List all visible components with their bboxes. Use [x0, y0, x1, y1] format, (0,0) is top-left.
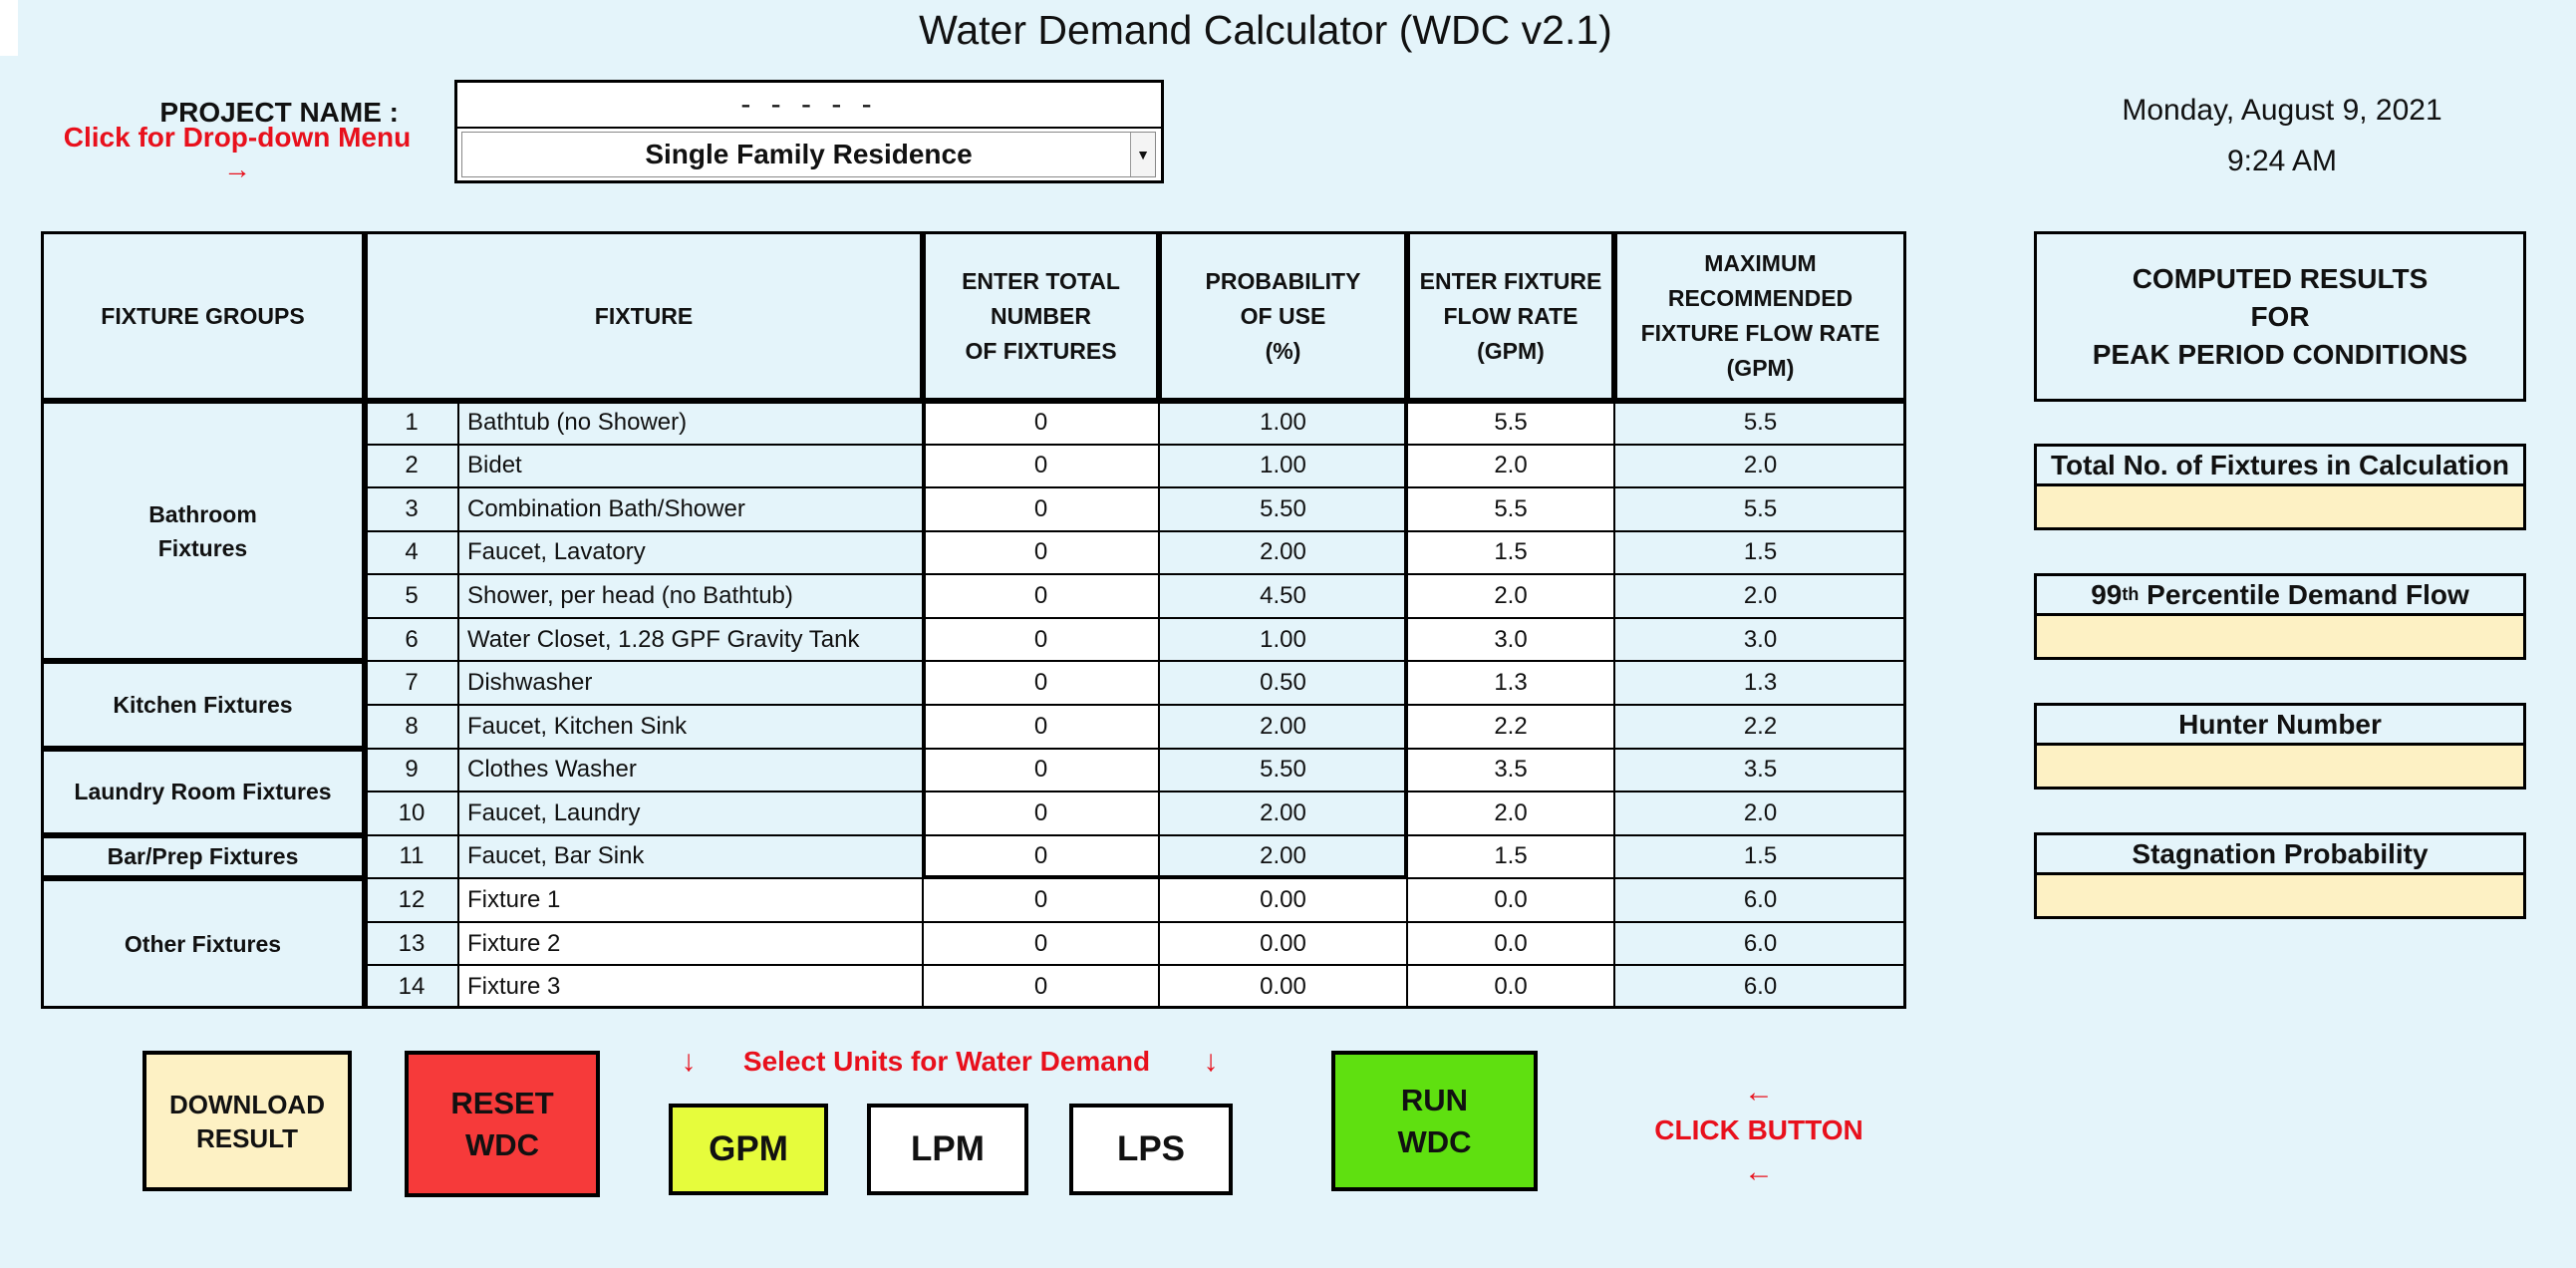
fixture-name: Combination Bath/Shower: [458, 487, 923, 531]
down-arrow-icon: ↓: [681, 1045, 697, 1078]
flow-rate-input[interactable]: 5.5: [1407, 487, 1614, 531]
row-number: 12: [365, 878, 458, 922]
max-flow-rate: 6.0: [1614, 965, 1906, 1009]
total-fixtures-input[interactable]: 0: [923, 749, 1159, 792]
lpm-unit-button[interactable]: LPM: [867, 1104, 1028, 1195]
probability-of-use: 0.00: [1159, 922, 1407, 966]
current-time: 9:24 AM: [2226, 145, 2338, 177]
fixture-name: Fixture 1: [458, 878, 923, 922]
fixture-group-cell: [41, 401, 365, 661]
run-wdc-button[interactable]: [1331, 1051, 1538, 1191]
header-line: ENTER FIXTURE: [1419, 267, 1602, 294]
stagnation-probability-value: [2034, 875, 2526, 919]
fixture-name: Faucet, Bar Sink: [458, 835, 923, 879]
max-flow-rate: 2.0: [1614, 445, 1906, 488]
row-number: 1: [365, 401, 458, 445]
group-label-line: Kitchen Fixtures: [113, 691, 293, 718]
flow-rate-input[interactable]: 0.0: [1407, 965, 1614, 1009]
probability-of-use: 5.50: [1159, 749, 1407, 792]
fixture-group-cell: [41, 749, 365, 835]
group-label-line: Bar/Prep Fixtures: [107, 843, 299, 870]
fixture-name: Bidet: [458, 445, 923, 488]
header-line: (GPM): [1726, 355, 1795, 381]
probability-of-use: 2.00: [1159, 531, 1407, 575]
project-name-input[interactable]: - - - - -: [457, 83, 1161, 129]
header-line: FIXTURE FLOW RATE: [1640, 320, 1880, 346]
probability-of-use: 0.00: [1159, 878, 1407, 922]
total-fixtures-input[interactable]: 0: [923, 401, 1159, 445]
row-number: 10: [365, 792, 458, 835]
flow-rate-input[interactable]: 1.5: [1407, 835, 1614, 879]
fixture-name: Faucet, Kitchen Sink: [458, 705, 923, 749]
download-line: RESULT: [195, 1122, 299, 1153]
max-flow-rate: 2.0: [1614, 792, 1906, 835]
group-label-line: Fixtures: [157, 534, 248, 561]
row-number: 7: [365, 661, 458, 705]
fixture-name: Faucet, Laundry: [458, 792, 923, 835]
row-number: 4: [365, 531, 458, 575]
fixture-name: Shower, per head (no Bathtub): [458, 574, 923, 618]
fixture-group-cell: [41, 878, 365, 1009]
max-flow-rate: 1.5: [1614, 835, 1906, 879]
dropdown-arrow-icon[interactable]: ▼: [1130, 133, 1155, 176]
project-type-value: Single Family Residence: [645, 139, 973, 169]
probability-of-use: 2.00: [1159, 835, 1407, 879]
group-label-line: Other Fixtures: [124, 930, 282, 957]
total-fixtures-input[interactable]: 0: [923, 487, 1159, 531]
flow-rate-input[interactable]: 1.3: [1407, 661, 1614, 705]
fixture-name: Bathtub (no Shower): [458, 401, 923, 445]
percentile-demand-value: [2034, 616, 2526, 660]
total-fixtures-input[interactable]: 0: [923, 574, 1159, 618]
download-line: DOWNLOAD: [169, 1089, 325, 1119]
fixture-name: Clothes Washer: [458, 749, 923, 792]
percentile-superscript: th: [2122, 584, 2140, 604]
header-line: ENTER TOTAL: [962, 267, 1120, 294]
group-label-line: Laundry Room Fixtures: [74, 779, 332, 805]
header-line: (GPM): [1477, 337, 1545, 364]
header-line: NUMBER: [991, 302, 1091, 329]
project-name-label: PROJECT NAME :: [159, 97, 399, 128]
probability-of-use: 1.00: [1159, 618, 1407, 662]
left-arrow-icon: ←: [1744, 1155, 1774, 1188]
max-flow-rate: 3.0: [1614, 618, 1906, 662]
fixture-table: [41, 231, 1906, 1009]
header-flow-rate: [1407, 231, 1614, 401]
header-line: MAXIMUM: [1704, 250, 1817, 276]
max-flow-rate: 6.0: [1614, 878, 1906, 922]
fixture-name: Fixture 2: [458, 922, 923, 966]
probability-of-use: 4.50: [1159, 574, 1407, 618]
flow-rate-input[interactable]: 2.0: [1407, 792, 1614, 835]
flow-rate-input[interactable]: 0.0: [1407, 922, 1614, 966]
run-line: RUN: [1400, 1082, 1469, 1117]
probability-of-use: 1.00: [1159, 445, 1407, 488]
max-flow-rate: 3.5: [1614, 749, 1906, 792]
app-title: Water Demand Calculator (WDC v2.1): [919, 6, 1612, 53]
total-fixtures-input[interactable]: 0: [923, 792, 1159, 835]
header-fixture: FIXTURE: [365, 231, 923, 401]
row-number: 6: [365, 618, 458, 662]
results-title-line: FOR: [2250, 300, 2310, 332]
probability-of-use: 2.00: [1159, 705, 1407, 749]
flow-rate-input[interactable]: 0.0: [1407, 878, 1614, 922]
flow-rate-input[interactable]: 2.0: [1407, 574, 1614, 618]
flow-rate-input[interactable]: 2.2: [1407, 705, 1614, 749]
probability-of-use: 5.50: [1159, 487, 1407, 531]
header-line: PROBABILITY: [1205, 267, 1361, 294]
reset-line: RESET: [450, 1085, 554, 1120]
results-title-line: COMPUTED RESULTS: [2132, 262, 2429, 294]
down-arrow-icon: ↓: [1203, 1045, 1219, 1078]
fixture-name: Faucet, Lavatory: [458, 531, 923, 575]
probability-of-use: 2.00: [1159, 792, 1407, 835]
flow-rate-input[interactable]: 1.5: [1407, 531, 1614, 575]
download-result-button[interactable]: [143, 1051, 352, 1191]
probability-of-use: 0.50: [1159, 661, 1407, 705]
row-number: 5: [365, 574, 458, 618]
total-fixtures-value: [2034, 486, 2526, 530]
hunter-number-value: [2034, 746, 2526, 790]
total-fixtures-input[interactable]: 0: [923, 661, 1159, 705]
max-flow-rate: 2.0: [1614, 574, 1906, 618]
reset-wdc-button[interactable]: [405, 1051, 600, 1197]
gpm-unit-button[interactable]: GPM: [669, 1104, 828, 1195]
max-flow-rate: 1.5: [1614, 531, 1906, 575]
flow-rate-input[interactable]: 3.5: [1407, 749, 1614, 792]
run-line: WDC: [1397, 1123, 1472, 1159]
project-type-dropdown[interactable]: [461, 132, 1156, 177]
fixture-name: Water Closet, 1.28 GPF Gravity Tank: [458, 618, 923, 662]
header-line: OF FIXTURES: [965, 337, 1117, 364]
total-fixtures-input[interactable]: 0: [923, 922, 1159, 966]
max-flow-rate: 6.0: [1614, 922, 1906, 966]
header-probability: [1159, 231, 1407, 401]
probability-of-use: 0.00: [1159, 965, 1407, 1009]
group-label-line: Bathroom: [148, 500, 257, 527]
row-number: 13: [365, 922, 458, 966]
header-line: RECOMMENDED: [1667, 285, 1854, 311]
row-number: 2: [365, 445, 458, 488]
fixture-group-cell: [41, 661, 365, 748]
total-fixtures-input[interactable]: 0: [923, 835, 1159, 879]
dropdown-hint: Click for Drop-down Menu →: [63, 122, 412, 184]
row-number: 3: [365, 487, 458, 531]
header-line: FLOW RATE: [1443, 302, 1578, 329]
header-max-flow-rate: [1614, 231, 1906, 401]
header-total-fixtures: [923, 231, 1159, 401]
reset-line: WDC: [464, 1126, 540, 1162]
percentile-text: Percentile Demand Flow: [2139, 578, 2469, 610]
percentile-demand-label: [2034, 573, 2526, 616]
header-line: OF USE: [1240, 302, 1326, 329]
flow-rate-input[interactable]: 5.5: [1407, 401, 1614, 445]
fixture-group-cell: [41, 835, 365, 879]
results-title: [2034, 231, 2526, 402]
row-number: 8: [365, 705, 458, 749]
percentile-number: 99: [2091, 578, 2123, 610]
header-line: (%): [1265, 337, 1301, 364]
fixture-name: Fixture 3: [458, 965, 923, 1009]
total-fixtures-input[interactable]: 0: [923, 878, 1159, 922]
max-flow-rate: 5.5: [1614, 401, 1906, 445]
left-arrow-icon: ←: [1744, 1076, 1774, 1109]
hunter-number-label: Hunter Number: [2034, 703, 2526, 746]
row-number: 14: [365, 965, 458, 1009]
probability-of-use: 1.00: [1159, 401, 1407, 445]
results-title-line: PEAK PERIOD CONDITIONS: [2092, 338, 2468, 370]
units-hint: Select Units for Water Demand: [742, 1046, 1151, 1077]
click-button-hint: CLICK BUTTON: [1654, 1114, 1863, 1145]
total-fixtures-input[interactable]: 0: [923, 445, 1159, 488]
total-fixtures-input[interactable]: 0: [923, 618, 1159, 662]
max-flow-rate: 1.3: [1614, 661, 1906, 705]
total-fixtures-input[interactable]: 0: [923, 531, 1159, 575]
max-flow-rate: 2.2: [1614, 705, 1906, 749]
max-flow-rate: 5.5: [1614, 487, 1906, 531]
total-fixtures-label: Total No. of Fixtures in Calculation: [2034, 444, 2526, 486]
current-date: Monday, August 9, 2021: [2122, 94, 2442, 127]
flow-rate-input[interactable]: 2.0: [1407, 445, 1614, 488]
fixture-name: Dishwasher: [458, 661, 923, 705]
total-fixtures-input[interactable]: 0: [923, 965, 1159, 1009]
lps-unit-button[interactable]: LPS: [1069, 1104, 1233, 1195]
header-fixture-groups: FIXTURE GROUPS: [41, 231, 365, 401]
total-fixtures-input[interactable]: 0: [923, 705, 1159, 749]
flow-rate-input[interactable]: 3.0: [1407, 618, 1614, 662]
row-number: 9: [365, 749, 458, 792]
stagnation-probability-label: Stagnation Probability: [2034, 832, 2526, 875]
row-number: 11: [365, 835, 458, 879]
